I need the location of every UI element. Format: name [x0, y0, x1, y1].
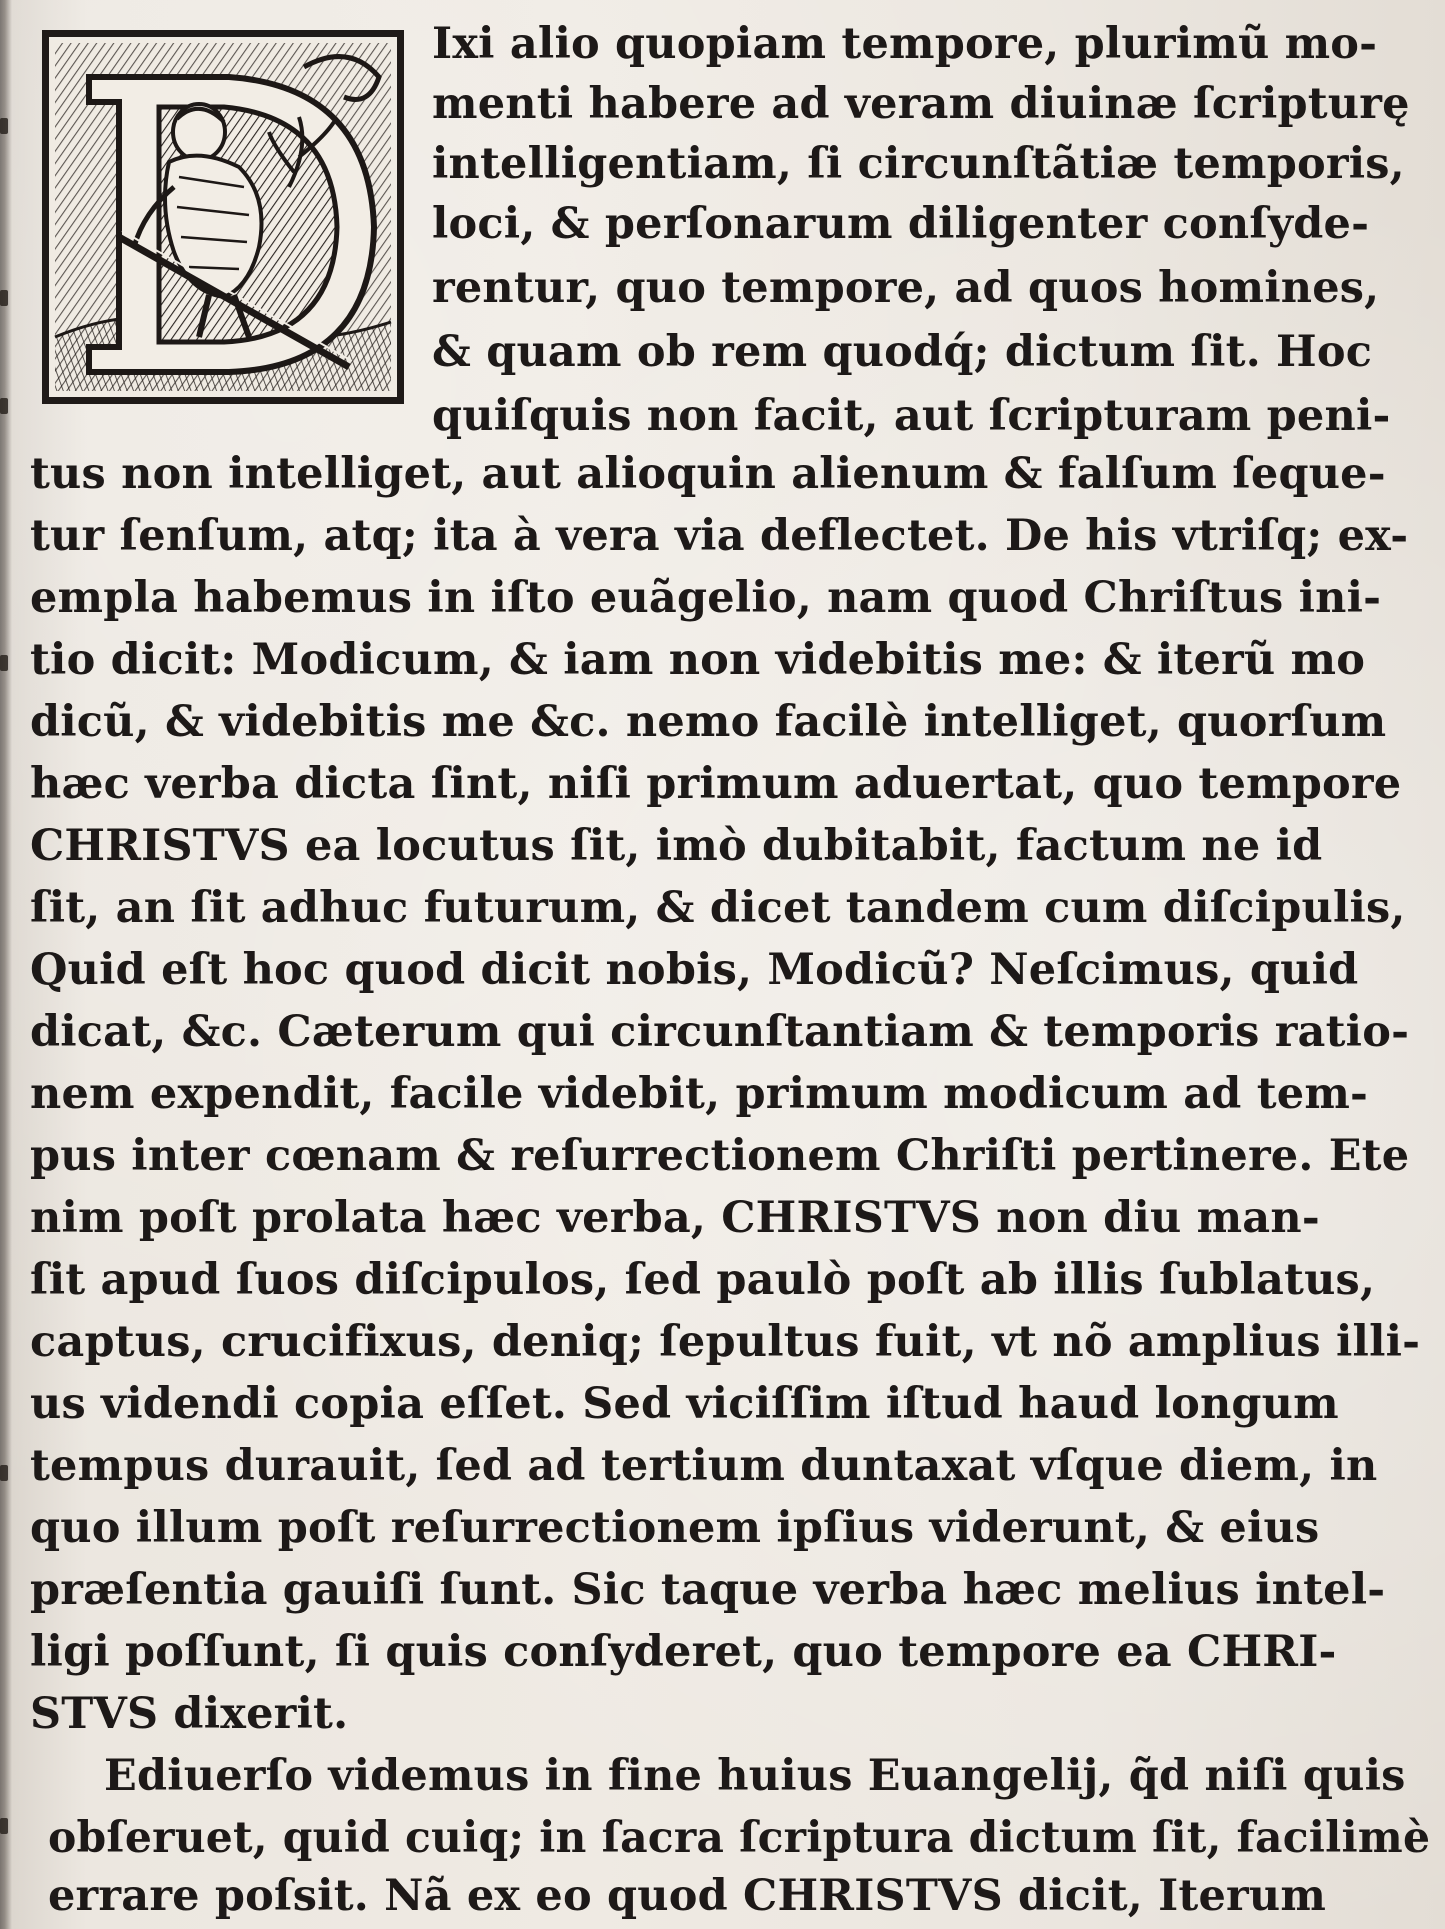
text-line: ligi poſſunt, ſi quis conſyderet, quo tempore ea CHRI- — [30, 1627, 1337, 1677]
text-line: CHRISTVS ea locutus ſit, imò dubitabit, factum ne id — [30, 821, 1323, 871]
text-line: & quam ob rem quodq́; dictum ſit. Hoc — [432, 327, 1373, 377]
text-line: dicat, &c. Cæterum qui circunſtantiam & temporis ratio- — [30, 1007, 1410, 1057]
text-line: loci, & perſonarum diligenter conſyde- — [432, 199, 1370, 249]
text-line: Ixi alio quopiam tempore, plurimũ mo- — [432, 19, 1378, 69]
text-line: obſeruet, quid cuiq; in ſacra ſcriptura dictum ſit, facilimè — [48, 1813, 1431, 1863]
text-line: quiſquis non facit, aut ſcripturam peni- — [432, 391, 1391, 441]
text-line: us videndi copia eſſet. Sed viciſſim iſtud haud longum — [30, 1379, 1339, 1429]
text-line: ſit apud ſuos diſcipulos, ſed paulò poſt ab illis ſublatus, — [30, 1255, 1376, 1305]
text-line: errare poſsit. Nã ex eo quod CHRISTVS dicit, Iterum — [48, 1871, 1327, 1921]
text-line: Ediuerſo videmus in fine huius Euangelij, q̃d niſi quis — [104, 1751, 1406, 1801]
text-line: captus, crucifixus, deniq; ſepultus fuit, vt nõ amplius illi- — [30, 1317, 1421, 1367]
text-line: præſentia gauiſi ſunt. Sic taque verba hæc melius intel- — [30, 1565, 1386, 1615]
text-line: empla habemus in iſto euãgelio, nam quod Chriſtus ini- — [30, 573, 1382, 623]
text-line: dicũ, & videbitis me &c. nemo facilè intelliget, quorſum — [30, 697, 1387, 747]
text-line: nim poſt prolata hæc verba, CHRISTVS non diu man- — [30, 1193, 1320, 1243]
text-line: Quid eſt hoc quod dicit nobis, Modicũ? Neſcimus, quid — [30, 945, 1359, 995]
text-line: pus inter cœnam & reſurrectionem Chriſti pertinere. Ete — [30, 1131, 1410, 1181]
text-line: tur ſenſum, atq; ita à vera via deflectet. De his vtriſq; ex- — [30, 511, 1409, 561]
text-line: ſit, an ſit adhuc futurum, & dicet tandem cum diſcipulis, — [30, 883, 1406, 933]
text-line: hæc verba dicta ſint, niſi primum aduertat, quo tempore — [30, 759, 1402, 809]
text-line: tio dicit: Modicum, & iam non videbitis me: & iterũ mo — [30, 635, 1366, 685]
text-line: tus non intelliget, aut alioquin alienum & falſum ſeque- — [30, 449, 1386, 499]
text-line: intelligentiam, ſi circunſtãtiæ temporis, — [432, 139, 1405, 189]
text-line: menti habere ad veram diuinæ ſcripturę — [432, 79, 1410, 129]
text-line: quo illum poſt reſurrectionem ipſius viderunt, & eius — [30, 1503, 1320, 1553]
text-line: nem expendit, facile videbit, primum modicum ad tem- — [30, 1069, 1369, 1119]
text-line: rentur, quo tempore, ad quos homines, — [432, 263, 1380, 313]
text-line: tempus durauit, ſed ad tertium duntaxat vſque diem, in — [30, 1441, 1378, 1491]
text-line: STVS dixerit. — [30, 1689, 349, 1739]
